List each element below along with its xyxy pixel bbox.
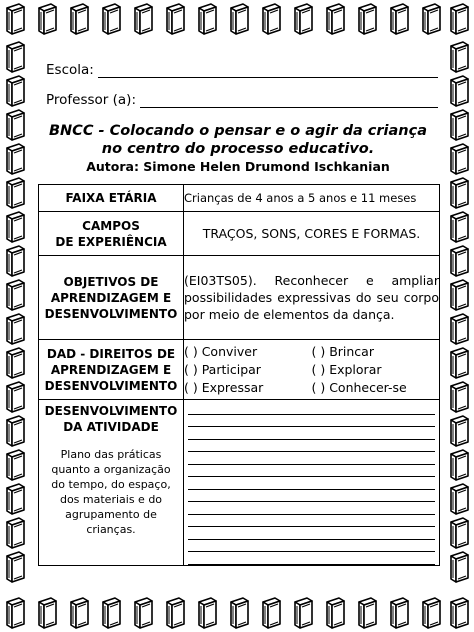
book-icon bbox=[258, 2, 284, 36]
book-icon bbox=[446, 448, 472, 482]
book-icon bbox=[446, 278, 472, 312]
book-icon bbox=[2, 448, 28, 482]
book-icon bbox=[130, 2, 156, 36]
professor-label: Professor (a): bbox=[46, 92, 136, 108]
book-icon bbox=[446, 108, 472, 142]
campos-label-1: CAMPOS bbox=[82, 218, 140, 233]
book-icon bbox=[2, 278, 28, 312]
book-icon bbox=[418, 596, 444, 630]
escola-line[interactable] bbox=[98, 77, 438, 78]
option-conviver[interactable]: ( ) Conviver bbox=[184, 343, 258, 359]
book-icon bbox=[34, 2, 60, 36]
dad-options bbox=[184, 340, 440, 400]
writing-line[interactable] bbox=[188, 452, 435, 465]
book-icon bbox=[98, 596, 124, 630]
option-brincar[interactable]: ( ) Brincar bbox=[311, 343, 374, 359]
book-icon bbox=[2, 414, 28, 448]
option-conhecer-se[interactable]: ( ) Conhecer-se bbox=[311, 379, 407, 395]
book-icon bbox=[2, 40, 28, 74]
campos-value: TRAÇOS, SONS, CORES E FORMAS. bbox=[184, 212, 440, 256]
writing-line[interactable] bbox=[188, 415, 435, 428]
book-icon bbox=[2, 142, 28, 176]
dad-label bbox=[39, 340, 184, 400]
book-icon bbox=[386, 2, 412, 36]
book-icon bbox=[66, 2, 92, 36]
book-icon bbox=[98, 2, 124, 36]
faixa-value: Crianças de 4 anos a 5 anos e 11 meses bbox=[184, 185, 440, 212]
professor-line[interactable] bbox=[140, 107, 438, 108]
escola-field bbox=[46, 62, 438, 78]
atividade-label bbox=[39, 400, 184, 566]
writing-line[interactable] bbox=[188, 502, 435, 515]
escola-label: Escola: bbox=[46, 62, 94, 78]
writing-line[interactable] bbox=[188, 427, 435, 440]
book-icon bbox=[226, 2, 252, 36]
row-campos bbox=[39, 212, 440, 256]
book-icon bbox=[2, 108, 28, 142]
book-icon bbox=[446, 414, 472, 448]
writing-line[interactable] bbox=[188, 402, 435, 415]
book-icon bbox=[446, 176, 472, 210]
book-icon bbox=[418, 2, 444, 36]
title-line-1: BNCC - Colocando o pensar e o agir da criança bbox=[48, 123, 427, 139]
book-icon bbox=[194, 2, 220, 36]
book-icon bbox=[446, 346, 472, 380]
book-icon bbox=[2, 516, 28, 550]
book-icon bbox=[446, 210, 472, 244]
book-icon bbox=[446, 312, 472, 346]
objetivos-label bbox=[39, 256, 184, 340]
book-icon bbox=[2, 550, 28, 584]
writing-line[interactable] bbox=[188, 490, 435, 503]
book-icon bbox=[2, 74, 28, 108]
book-icon bbox=[2, 312, 28, 346]
book-icon bbox=[446, 244, 472, 278]
objetivos-value: (EI03TS05). Reconhecer e ampliar possibilidades expressivas do seu corpo por meio de elementos da dança. bbox=[184, 256, 440, 340]
book-icon bbox=[290, 596, 316, 630]
writing-line[interactable] bbox=[188, 440, 435, 453]
writing-line[interactable] bbox=[188, 515, 435, 528]
book-icon bbox=[446, 482, 472, 516]
book-icon bbox=[354, 596, 380, 630]
option-participar[interactable]: ( ) Participar bbox=[184, 361, 261, 377]
book-icon bbox=[162, 596, 188, 630]
activity-table bbox=[38, 184, 440, 566]
row-atividade bbox=[39, 400, 440, 566]
professor-field bbox=[46, 92, 438, 108]
book-icon bbox=[446, 380, 472, 414]
row-dad bbox=[39, 340, 440, 400]
option-expressar[interactable]: ( ) Expressar bbox=[184, 379, 264, 395]
book-icon bbox=[34, 596, 60, 630]
book-icon bbox=[258, 596, 284, 630]
writing-line[interactable] bbox=[188, 552, 435, 565]
book-icon bbox=[2, 244, 28, 278]
book-icon bbox=[2, 346, 28, 380]
author: Autora: Simone Helen Drumond Ischkanian bbox=[86, 159, 390, 174]
objetivos-label-3: DESENVOLVIMENTO bbox=[44, 306, 178, 321]
writing-line[interactable] bbox=[188, 540, 435, 553]
campos-label bbox=[39, 212, 184, 256]
option-explorar[interactable]: ( ) Explorar bbox=[311, 361, 382, 377]
book-icon bbox=[446, 550, 472, 584]
dad-label-3: DESENVOLVIMENTO bbox=[44, 378, 178, 393]
book-icon bbox=[2, 380, 28, 414]
book-icon bbox=[446, 142, 472, 176]
book-icon bbox=[2, 210, 28, 244]
atividade-label-2: DA ATIVIDADE bbox=[63, 420, 159, 434]
dad-label-2: APRENDIZAGEM E bbox=[50, 362, 172, 377]
book-icon bbox=[354, 2, 380, 36]
book-icon bbox=[2, 176, 28, 210]
book-icon bbox=[446, 2, 472, 36]
dad-label-1: DAD - DIREITOS DE bbox=[46, 346, 176, 361]
book-icon bbox=[2, 596, 28, 630]
book-icon bbox=[290, 2, 316, 36]
book-icon bbox=[446, 40, 472, 74]
objetivos-label-2: APRENDIZAGEM E bbox=[50, 290, 172, 305]
atividade-label-1: DESENVOLVIMENTO bbox=[44, 404, 178, 418]
row-objetivos bbox=[39, 256, 440, 340]
book-icon bbox=[322, 2, 348, 36]
book-icon bbox=[2, 482, 28, 516]
campos-label-2: DE EXPERIÊNCIA bbox=[55, 234, 167, 249]
writing-lines[interactable] bbox=[184, 400, 440, 566]
book-icon bbox=[2, 2, 28, 36]
title-line-2: no centro do processo educativo. bbox=[101, 141, 375, 157]
book-icon bbox=[386, 596, 412, 630]
row-faixa bbox=[39, 185, 440, 212]
book-icon bbox=[194, 596, 220, 630]
book-icon bbox=[446, 596, 472, 630]
book-icon bbox=[226, 596, 252, 630]
faixa-label: FAIXA ETÁRIA bbox=[39, 185, 184, 212]
objetivos-label-1: OBJETIVOS DE bbox=[63, 274, 159, 289]
book-icon bbox=[446, 516, 472, 550]
book-icon bbox=[162, 2, 188, 36]
writing-line[interactable] bbox=[188, 527, 435, 540]
writing-line[interactable] bbox=[188, 477, 435, 490]
book-icon bbox=[130, 596, 156, 630]
plano-text: Plano das práticas quanto a organização do tempo, do espaço, dos materiais e do agrupamento de crianças. bbox=[51, 448, 171, 536]
book-icon bbox=[446, 74, 472, 108]
book-icon bbox=[66, 596, 92, 630]
book-icon bbox=[322, 596, 348, 630]
writing-line[interactable] bbox=[188, 465, 435, 478]
